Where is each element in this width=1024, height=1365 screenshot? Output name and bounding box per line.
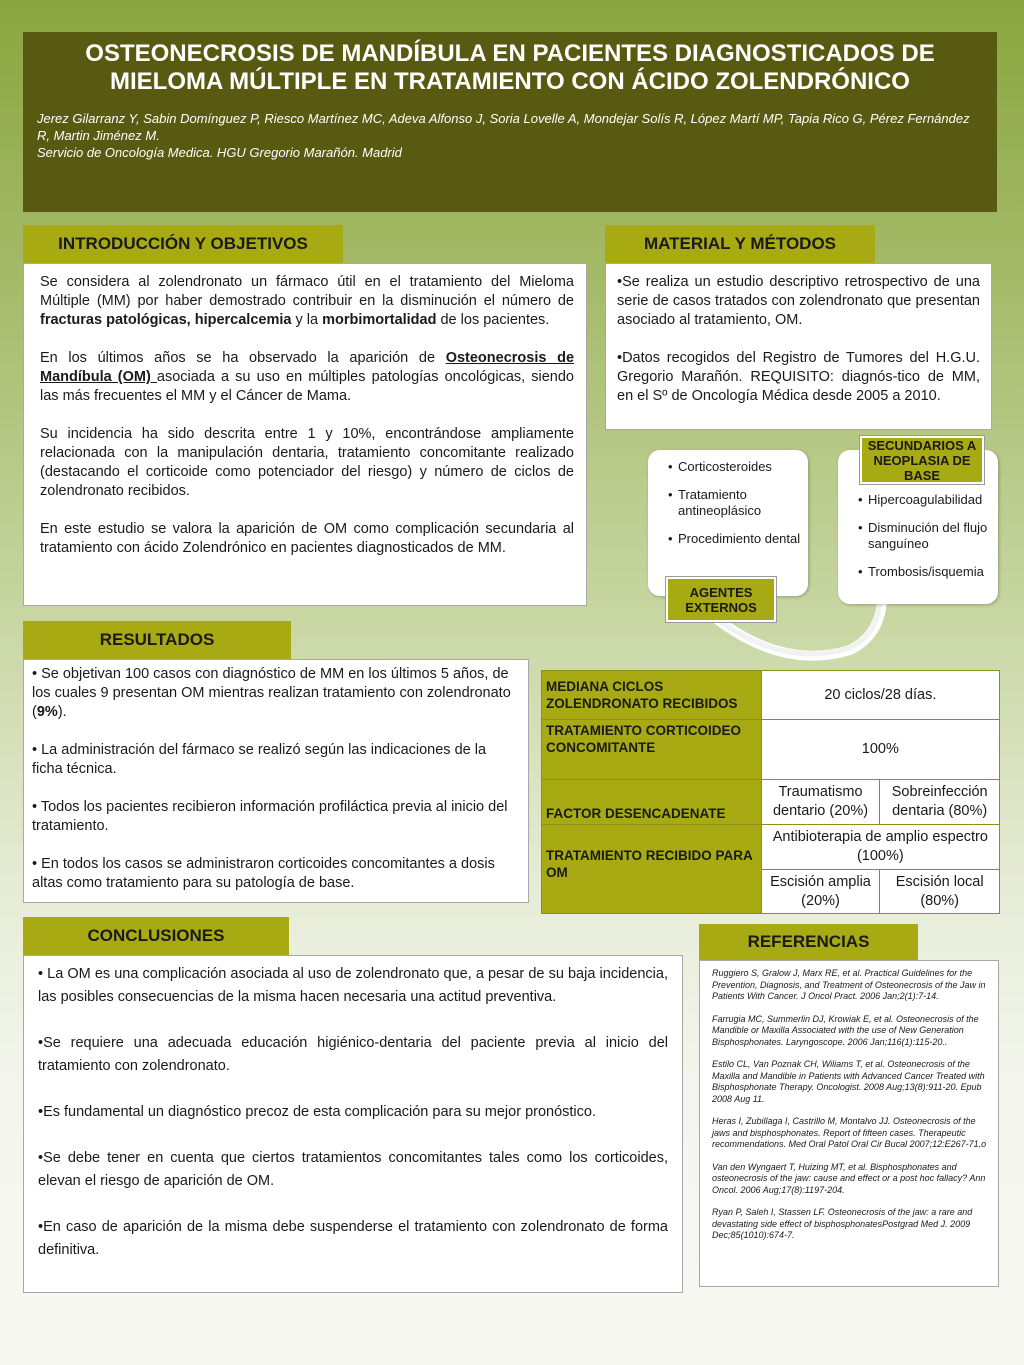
reference-item: Heras I, Zubillaga I, Castrillo M, Montalvo JJ. Osteonecrosis of the jaws and bisphosphonates. Report of fifteen cases. Therapeutic recommendations. Med Oral Patol Oral Cir Bucal 2007;12:E267-71.o — [712, 1116, 987, 1149]
methods-paragraph-1: •Se realiza un estudio descriptivo retrospectivo de una serie de casos tratados con zolendronato que presentan asociado al tratamiento, OM. — [617, 274, 980, 328]
results-paragraph-3: • Todos los pacientes recibieron información profiláctica previa al inicio del tratamiento. — [32, 799, 508, 834]
conclusion-item: •Se debe tener en cuenta que ciertos tratamientos concomitantes tales como los corticoides, elevan el riesgo de aparición de OM. — [38, 1150, 668, 1189]
methods-box — [605, 263, 992, 430]
table-header-cell: MEDIANA CICLOS ZOLENDRONATO RECIBIDOS — [542, 671, 762, 720]
reference-item: Estilo CL, Van Poznak CH, Wiliams T, et al. Osteonecrosis of the Maxilla and Mandible in Patients with Advanced Cancer Treated with Bisphosphonate Therapy. Oncologist. 2008 Aug;13(8):911-20. Epub 2008 Aug 11. — [712, 1059, 985, 1104]
poster-header — [23, 32, 997, 212]
intro-p1-c: y la — [291, 312, 323, 328]
diagram-right-tag-text: SECUNDARIOS A NEOPLASIA DE BASE — [867, 437, 977, 483]
conclusions-heading-text: CONCLUSIONES — [87, 926, 225, 945]
reference-item: Van den Wyngaert T, Huizing MT, et al. Bisphosphonates and osteonecrosis of the jaw: cause and effect or a post hoc fallacy? Ann Oncol. 2006 Aug;17(8):1197-204. — [712, 1161, 986, 1195]
results-heading-text: RESULTADOS — [99, 630, 215, 649]
intro-p1-bold-2: morbimortalidad — [322, 312, 437, 328]
methods-paragraph-2: •Datos recogidos del Registro de Tumores del H.G.U. Gregorio Marañón. REQUISITO: diagnós-tico de MM, en el Sº de Oncología Médica desde 2005 a 2010. — [617, 350, 980, 404]
results-paragraph-2: • La administración del fármaco se realizó según las indicaciones de la ficha técnica. — [32, 742, 487, 777]
table-cell: Antibioterapia de amplio espectro (100%) — [761, 825, 999, 870]
results-table — [541, 670, 1000, 914]
conclusion-item: •Es fundamental un diagnóstico precoz de esta complicación para su mejor pronóstico. — [38, 1104, 596, 1120]
conclusions-heading — [23, 917, 289, 955]
results-p1-c: ). — [57, 704, 67, 720]
table-header-cell: TRATAMIENTO RECIBIDO PARA OM — [542, 825, 762, 914]
results-box — [23, 659, 529, 903]
conclusion-item: •En caso de aparición de la misma debe suspenderse el tratamiento con zolendronato de forma definitiva. — [38, 1219, 668, 1258]
results-paragraph-1 — [32, 665, 518, 722]
diagram-right-list — [842, 492, 992, 580]
reference-item: Farrugia MC, Summerlin DJ, Krowiak E, et al. Osteonecrosis of the Mandible or Maxilla Associated with the use of New Generation Bisphosphonates. Laryngoscope. 2006 Jan;116(1):115-20.. — [712, 1013, 979, 1047]
intro-paragraph-4: En este estudio se valora la aparición de OM como complicación secundaria al tratamiento con ácido Zolendrónico en pacientes diagnosticados de MM. — [40, 521, 574, 556]
intro-p2-a: En los últimos años se ha observado la aparición de — [40, 350, 446, 366]
table-cell: Escisión local (80%) — [880, 870, 1000, 914]
diagram-right-item: • Disminución del flujo sanguíneo — [858, 520, 992, 552]
table-cell: 100% — [761, 720, 999, 780]
intro-p1-e: de los pacientes. — [436, 312, 550, 328]
references-heading-text: REFERENCIAS — [747, 932, 870, 951]
results-heading — [23, 621, 291, 659]
intro-paragraph-2 — [40, 349, 574, 406]
diagram-left-tag — [666, 577, 776, 622]
methods-heading — [605, 225, 875, 263]
results-paragraph-4: • En todos los casos se administraron corticoides concomitantes a dosis altas como tratamiento para su patología de base. — [32, 856, 495, 891]
references-box — [699, 960, 999, 1287]
table-row — [542, 825, 1000, 870]
methods-heading-text: MATERIAL Y MÉTODOS — [643, 234, 837, 253]
institution-line: Servicio de Oncología Medica. HGU Gregorio Marañón. Madrid — [37, 145, 402, 160]
diagram-right-item: • Trombosis/isquemia — [858, 564, 992, 580]
diagram-left-tag-text: AGENTES EXTERNOS — [685, 584, 757, 615]
intro-p2-c: asociada a su uso en múltiples patologías oncológicas, siendo las más frecuentes el MM y el Cáncer de Mama. — [40, 369, 574, 404]
intro-p1-a: Se considera al zolendronato un fármaco útil en el tratamiento del Mieloma Múltiple (MM) por haber demostrado contribuir en la disminución el número de — [40, 274, 574, 309]
references-heading — [699, 924, 918, 960]
diagram-left-item: • Procedimiento dental — [668, 531, 802, 547]
diagram-right-item: • Hipercoagulabilidad — [858, 492, 992, 508]
intro-box — [23, 263, 587, 606]
table-cell: 20 ciclos/28 días. — [761, 671, 999, 720]
intro-p1-bold-1: fracturas patológicas, hipercalcemia — [40, 312, 292, 328]
table-cell: Sobreinfección dentaria (80%) — [880, 780, 1000, 825]
diagram-left-item: • Tratamiento antineoplásico — [668, 487, 802, 519]
intro-heading-text: INTRODUCCIÓN Y OBJETIVOS — [58, 234, 308, 253]
conclusion-item: • La OM es una complicación asociada al uso de zolendronato que, a pesar de su baja incidencia, las posibles consecuencias de la misma hacen necesaria una actitud preventiva. — [38, 966, 668, 1005]
intro-paragraph-1 — [40, 273, 574, 330]
diagram-right-tag — [860, 436, 984, 484]
table-row — [542, 780, 1000, 825]
results-p1-bold: 9% — [36, 704, 58, 720]
diagram-left-list — [652, 459, 802, 547]
results-p1-a: • Se objetivan 100 casos con diagnóstico de MM en los últimos 5 años, de los cuales 9 presentan OM mientras realizan tratamiento con zolendronato ( — [32, 666, 511, 720]
conclusion-item: •Se requiere una adecuada educación higiénico-dentaria del paciente previa al inicio del tratamiento con zolendronato. — [38, 1035, 668, 1074]
diagram-left-box — [648, 450, 808, 596]
table-cell: Traumatismo dentario (20%) — [761, 780, 880, 825]
table-row — [542, 671, 1000, 720]
poster-title: OSTEONECROSIS DE MANDÍBULA EN PACIENTES DIAGNOSTICADOS DE MIELOMA MÚLTIPLE EN TRATAMIENTO CON ÁCIDO ZOLENDRÓNICO — [85, 40, 935, 95]
intro-paragraph-3: Su incidencia ha sido descrita entre 1 y 10%, encontrándose ampliamente relacionada con la manipulación dentaria, tratamiento concomitante realizado (destacando el corticoide como potenciador del riesgo) y número de ciclos de zolendronato recibidos. — [40, 426, 574, 499]
intro-p2-underlined: Osteonecrosis de Mandíbula (OM) — [40, 350, 575, 385]
reference-item: Ryan P, Saleh I, Stassen LF. Osteonecrosis of the jaw: a rare and devastating side effect of bisphosphonatesPostgrad Med J. 2009 Dec;85(1010):674-7. — [712, 1207, 973, 1240]
intro-heading — [23, 225, 343, 263]
table-header-cell: FACTOR DESENCADENATE — [542, 780, 762, 825]
conclusions-box — [23, 955, 683, 1293]
diagram-left-item: • Corticosteroides — [668, 459, 802, 475]
table-cell: Escisión amplia (20%) — [761, 870, 880, 914]
authors-line: Jerez Gilarranz Y, Sabin Domínguez P, Riesco Martínez MC, Adeva Alfonso J, Soria Lovelle A, Mondejar Solís R, López Martí MP, Tapia Rico G, Pérez Fernández R, Martin Jiménez M. — [37, 111, 970, 143]
reference-item: Ruggiero S, Gralow J, Marx RE, et al. Practical Guidelines for the Prevention, Diagnosis, and Treatment of Osteonecrosis of the Jaw in Patients With Cancer. J Oncol Pract. 2006 Jan;2(1):7-14. — [712, 968, 986, 1001]
table-row — [542, 720, 1000, 780]
table-header-cell: TRATAMIENTO CORTICOIDEO CONCOMITANTE — [542, 720, 762, 780]
